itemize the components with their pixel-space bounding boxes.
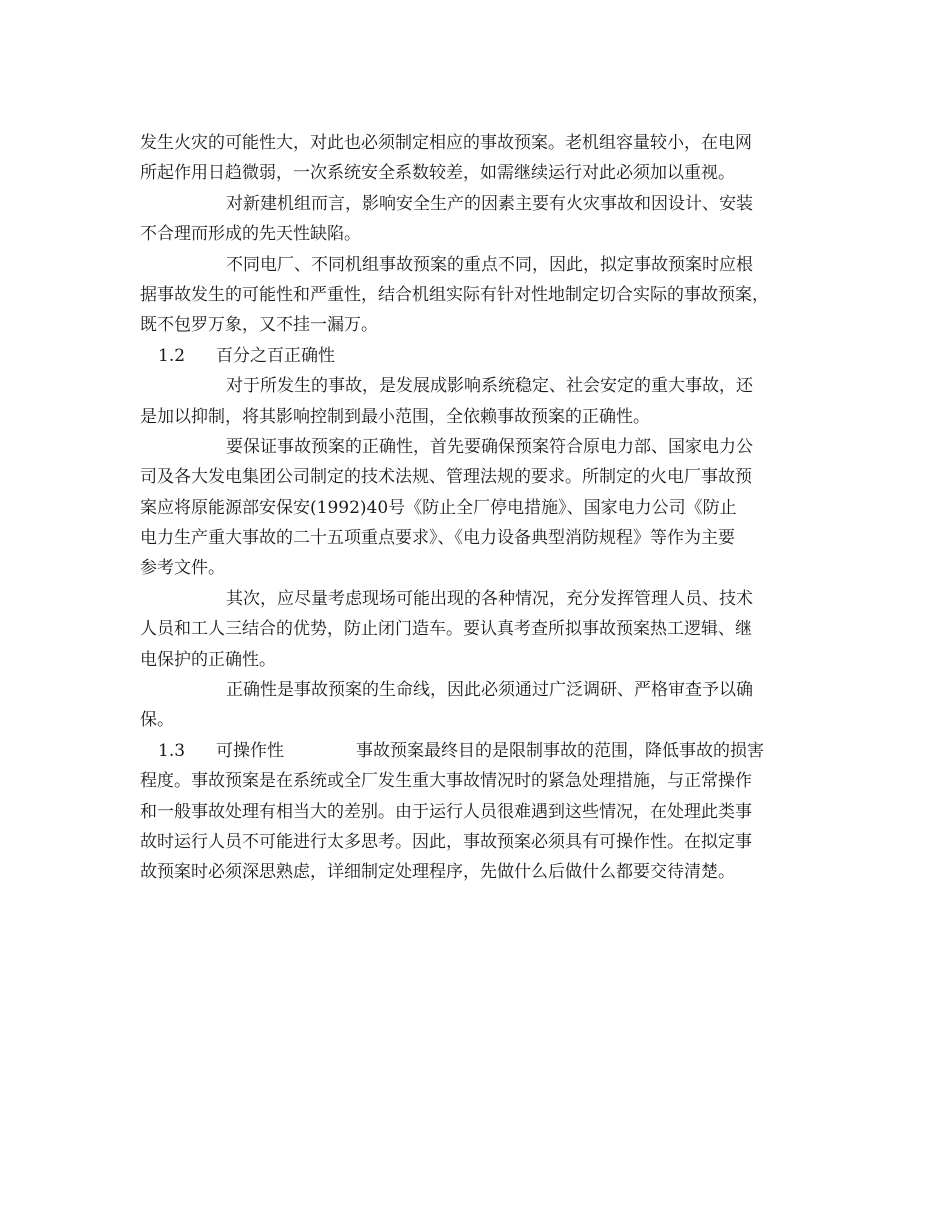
- paragraph-line: 电保护的正确性。: [140, 649, 276, 670]
- paragraph-line: 故时运行人员不可能进行太多思考。因此，事故预案必须具有可操作性。在拟定事: [140, 831, 752, 852]
- paragraph-line: 是加以抑制，将其影响控制到最小范围，全依赖事故预案的正确性。: [140, 406, 650, 427]
- section-title: 百分之百正确性: [216, 345, 335, 366]
- paragraph-line: 人员和工人三结合的优势，防止闭门造车。要认真考查所拟事故预案热工逻辑、继: [140, 619, 752, 640]
- paragraph-line: 参考文件。: [140, 558, 225, 579]
- paragraph-line: 所起作用日趋微弱，一次系统安全系数较差，如需继续运行对此必须加以重视。: [140, 163, 735, 184]
- paragraph-line: 正确性是事故预案的生命线，因此必须通过广泛调研、严格审查予以确: [226, 680, 753, 701]
- paragraph-line: 故预案时必须深思熟虑，详细制定处理程序，先做什么后做什么都要交待清楚。: [140, 862, 735, 883]
- paragraph-line: 案应将原能源部安保安(1992)40号《防止全厂停电措施》、国家电力公司《防止: [140, 497, 737, 518]
- paragraph-line: 事故预案最终目的是限制事故的范围，降低事故的损害: [356, 740, 764, 761]
- paragraph-line: 保。: [140, 710, 174, 731]
- paragraph-line: 程度。事故预案是在系统或全厂发生重大事故情况时的紧急处理措施，与正常操作: [140, 771, 752, 792]
- paragraph-line: 电力生产重大事故的二十五项重点要求》、《电力设备典型消防规程》等作为主要: [140, 528, 735, 549]
- section-heading: [140, 736, 816, 766]
- paragraph-line: 对新建机组而言，影响安全生产的因素主要有火灾事故和因设计、安装: [226, 193, 753, 214]
- section-number: 1.2: [158, 345, 186, 366]
- paragraph-line: 不同电厂、不同机组事故预案的重点不同，因此，拟定事故预案时应根: [226, 254, 753, 275]
- paragraph-line: 发生火灾的可能性大，对此也必须制定相应的事故预案。老机组容量较小，在电网: [140, 133, 752, 153]
- paragraph-line: 要保证事故预案的正确性，首先要确保预案符合原电力部、国家电力公: [226, 436, 753, 457]
- section-heading: [140, 341, 816, 371]
- paragraph-line: 不合理而形成的先天性缺陷。: [140, 224, 361, 245]
- paragraph-line: 既不包罗万象，又不挂一漏万。: [140, 315, 378, 336]
- paragraph-line: 和一般事故处理有相当大的差别。由于运行人员很难遇到这些情况，在处理此类事: [140, 801, 752, 822]
- paragraph-line: 其次，应尽量考虑现场可能出现的各种情况，充分发挥管理人员、技术: [226, 588, 753, 609]
- paragraph-line: 对于所发生的事故，是发展成影响系统稳定、社会安定的重大事故，还: [226, 376, 753, 397]
- document-body: [140, 128, 816, 888]
- paragraph-line: 据事故发生的可能性和严重性，结合机组实际有针对性地制定切合实际的事故预案，: [140, 284, 769, 305]
- section-number: 1.3: [158, 740, 186, 761]
- section-title: 可操作性: [216, 740, 284, 761]
- paragraph-line: 司及各大发电集团公司制定的技术法规、管理法规的要求。所制定的火电厂事故预: [140, 467, 752, 488]
